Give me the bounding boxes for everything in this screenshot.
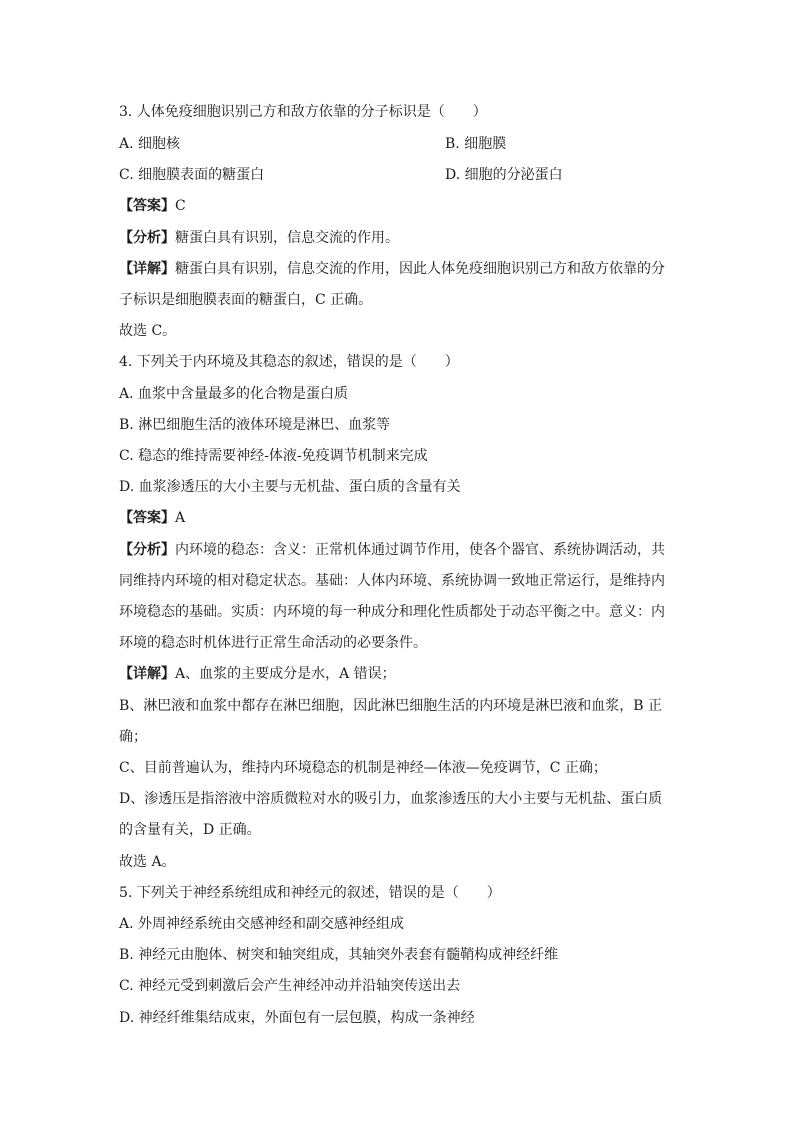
q3-option-b: B. 细胞膜: [445, 136, 507, 152]
q4-option-d: D. 血浆渗透压的大小主要与无机盐、蛋白质的含量有关: [119, 479, 461, 495]
q3-option-d: D. 细胞的分泌蛋白: [445, 167, 563, 183]
q3-analysis-line: [119, 228, 679, 248]
q4-analysis-line4: 环境的稳态时机体进行正常生命活动的必要条件。: [119, 635, 427, 651]
q3-answer: C: [175, 198, 186, 214]
q3-option-c: C. 细胞膜表面的糖蛋白: [119, 167, 265, 183]
q4-conclusion: 故选 A。: [119, 854, 176, 870]
q3-answer-line: [119, 196, 679, 216]
detail-tag: 【详解】: [119, 261, 175, 277]
q4-detail-a: [119, 664, 679, 684]
q4-analysis-text1: 内环境的稳态：含义：正常机体通过调节作用，使各个器官、系统协调活动，共: [175, 542, 665, 558]
q4-detail-d2: 的含量有关，D 正确。: [119, 822, 261, 838]
q3-detail-line1: [119, 259, 679, 279]
q4-stem: 4. 下列关于内环境及其稳态的叙述，错误的是（ ）: [119, 354, 459, 370]
q3-analysis: 糖蛋白具有识别，信息交流的作用。: [175, 230, 399, 246]
q4-detail-a-text: A、血浆的主要成分是水，A 错误；: [175, 666, 396, 682]
q4-analysis-line2: 同维持内环境的相对稳定状态。基础：人体内环境、系统协调一致地正常运行，是维持内: [119, 573, 665, 589]
q3-conclusion: 故选 C。: [119, 323, 177, 339]
q5-option-b: B. 神经元由胞体、树突和轴突组成，其轴突外表套有髓鞘构成神经纤维: [119, 947, 559, 963]
q3-detail-line2: 子标识是细胞膜表面的糖蛋白，C 正确。: [119, 292, 373, 308]
q5-stem: 5. 下列关于神经系统组成和神经元的叙述，错误的是（ ）: [119, 885, 501, 901]
q5-option-d: D. 神经纤维集结成束，外面包有一层包膜，构成一条神经: [119, 1010, 475, 1026]
q3-stem: 3. 人体免疫细胞识别己方和敌方依靠的分子标识是（ ）: [119, 104, 487, 120]
analysis-tag: 【分析】: [119, 542, 175, 558]
q4-analysis-line1: [119, 540, 679, 560]
analysis-tag: 【分析】: [119, 230, 175, 246]
q4-option-b: B. 淋巴细胞生活的液体环境是淋巴、血浆等: [119, 417, 391, 433]
q4-analysis-line3: 环境稳态的基础。实质：内环境的每一种成分和理化性质都处于动态平衡之中。意义：内: [119, 604, 665, 620]
q4-detail-b1: B、淋巴液和血浆中都存在淋巴细胞，因此淋巴细胞生活的内环境是淋巴液和血浆，B 正: [119, 698, 663, 714]
q5-option-c: C. 神经元受到刺激后会产生神经冲动并沿轴突传送出去: [119, 978, 461, 994]
q4-option-c: C. 稳态的维持需要神经-体液-免疫调节机制来完成: [119, 448, 428, 464]
q4-detail-c: C、目前普遍认为，维持内环境稳态的机制是神经—体液—免疫调节，C 正确；: [119, 760, 607, 776]
q4-detail-d1: D、渗透压是指溶液中溶质微粒对水的吸引力，血浆渗透压的大小主要与无机盐、蛋白质: [119, 791, 663, 807]
answer-tag: 【答案】: [119, 198, 175, 214]
q4-answer-line: [119, 508, 679, 528]
q3-option-a: A. 细胞核: [119, 136, 181, 152]
q4-detail-b2: 确；: [119, 729, 147, 745]
answer-tag: 【答案】: [119, 510, 175, 526]
q5-option-a: A. 外周神经系统由交感神经和副交感神经组成: [119, 916, 405, 932]
detail-tag: 【详解】: [119, 666, 175, 682]
q4-answer: A: [175, 510, 186, 526]
q3-detail-text1: 糖蛋白具有识别，信息交流的作用，因此人体免疫细胞识别己方和敌方依靠的分: [175, 261, 665, 277]
q4-option-a: A. 血浆中含量最多的化合物是蛋白质: [119, 386, 349, 402]
